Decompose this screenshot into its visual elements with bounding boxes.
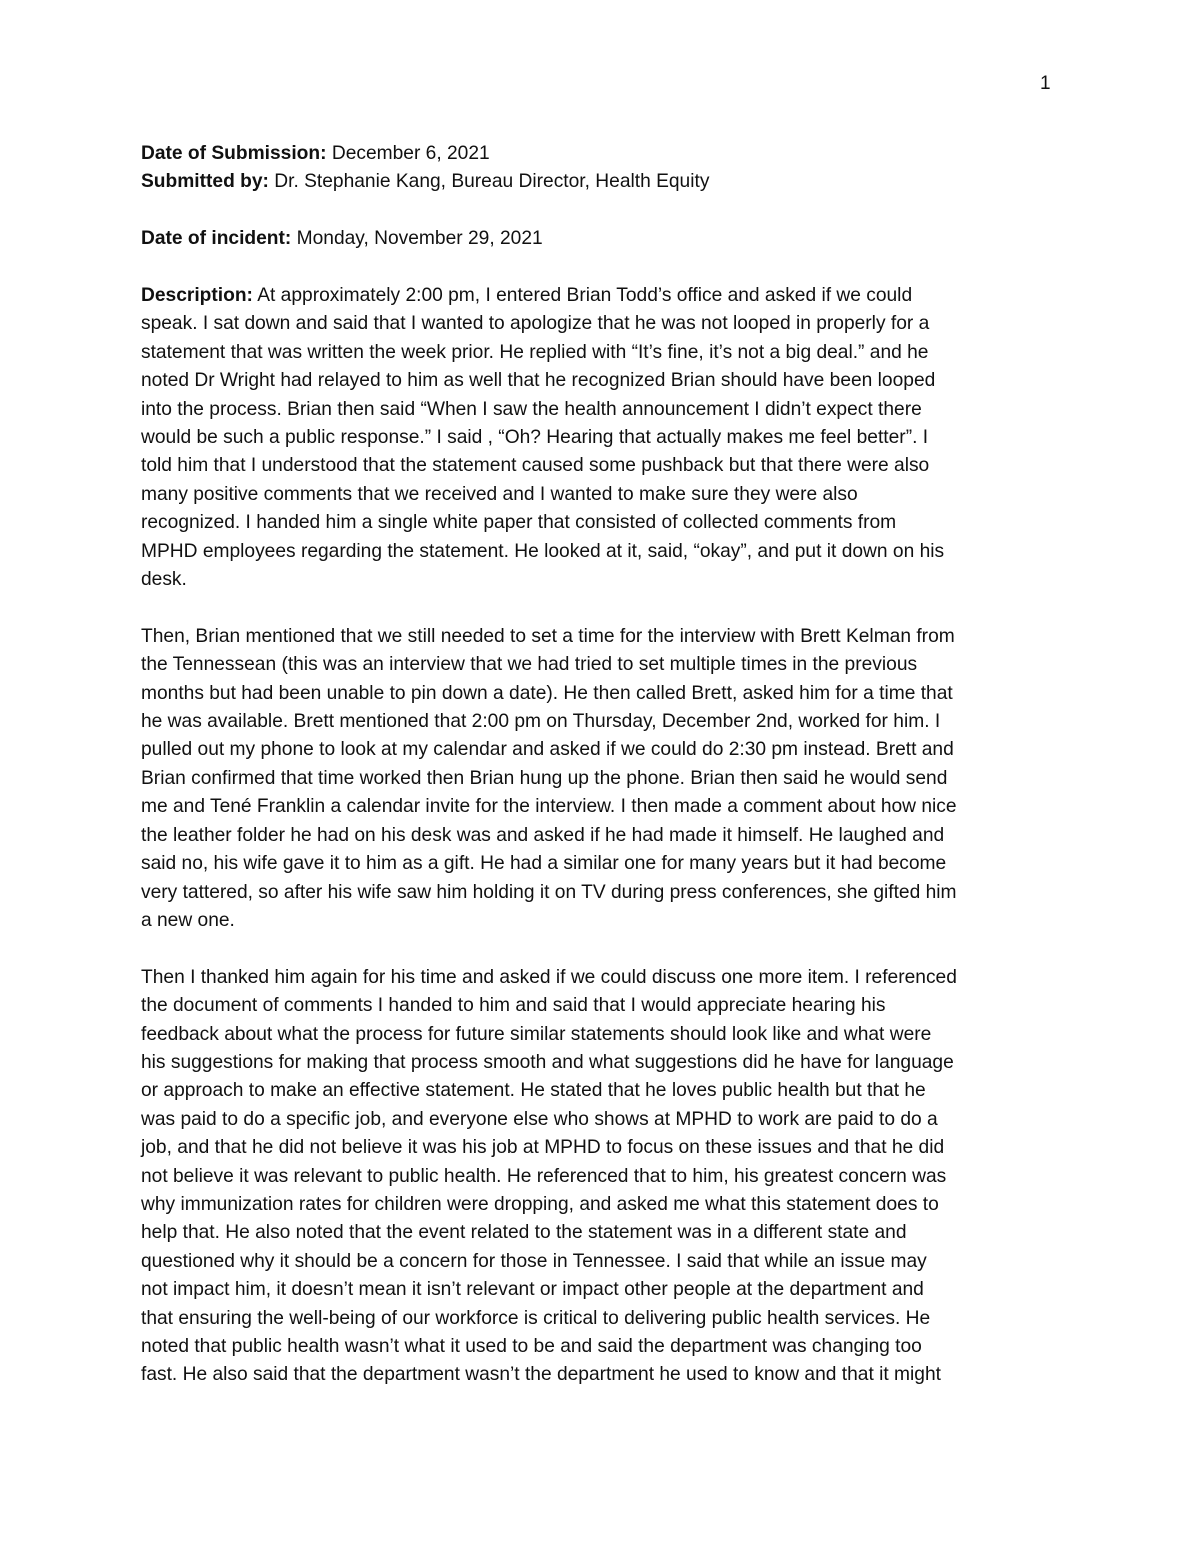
paragraph-line: not impact him, it doesn’t mean it isn’t relevant or impact other people at the department and [141,1279,924,1301]
paragraph-line: Then, Brian mentioned that we still needed to set a time for the interview with Brett Kelman from [141,625,955,647]
paragraph-line: very tattered, so after his wife saw him holding it on TV during press conferences, she gifted him [141,881,957,903]
paragraph-line: was paid to do a specific job, and everyone else who shows at MPHD to work are paid to do a [141,1108,938,1130]
paragraph-line: Brian confirmed that time worked then Brian hung up the phone. Brian then said he would send [141,767,948,789]
paragraph-line: he was available. Brett mentioned that 2:00 pm on Thursday, December 2nd, worked for him. I [141,711,941,733]
paragraph-line: speak. I sat down and said that I wanted to apologize that he was not looped in properly for a [141,313,930,335]
paragraph-line: Then I thanked him again for his time and asked if we could discuss one more item. I referenced [141,966,957,988]
paragraph-line: many positive comments that we received and I wanted to make sure they were also [141,483,858,505]
paragraph-description [141,282,1061,594]
paragraph-line: months but had been unable to pin down a date). He then called Brett, asked him for a time that [141,682,953,704]
submission-date-value: December 6, 2021 [326,143,490,164]
paragraph-line: or approach to make an effective statement. He stated that he loves public health but that he [141,1080,926,1102]
paragraph-line: would be such a public response.” I said , “Oh? Hearing that actually makes me feel better”. I [141,427,929,449]
paragraph-line: why immunization rates for children were dropping, and asked me what this statement does to [141,1193,939,1215]
submission-date-line [141,140,1061,168]
paragraph-line: the Tennessean (this was an interview that we had tried to set multiple times in the previous [141,654,918,676]
paragraph-line: told him that I understood that the statement caused some pushback but that there were also [141,455,930,477]
paragraph-line: the document of comments I handed to him and said that I would appreciate hearing his [141,995,886,1017]
paragraph-line: noted that public health wasn’t what it used to be and said the department was changing too [141,1336,922,1357]
paragraph-line: his suggestions for making that process smooth and what suggestions did he have for language [141,1051,954,1073]
paragraph-line [141,282,1061,310]
incident-date-value: Monday, November 29, 2021 [291,228,543,250]
paragraph-line: job, and that he did not believe it was his job at MPHD to focus on these issues and that he did [141,1137,945,1159]
incident-date-line [141,225,1061,253]
paragraph-line: a new one. [141,909,235,931]
paragraph-line: MPHD employees regarding the statement. He looked at it, said, “okay”, and put it down on his [141,540,945,562]
paragraph-line: into the process. Brian then said “When I saw the health announcement I didn’t expect there [141,398,922,420]
paragraph-line: fast. He also said that the department wasn’t the department he used to know and that it might [141,1364,941,1386]
paragraph-line: the leather folder he had on his desk was and asked if he had made it himself. He laughed and [141,824,945,846]
submitted-by-label: Submitted by: [141,171,269,193]
document-body [141,140,1061,1390]
description-label: Description: [141,285,253,306]
spacer [141,935,1061,963]
paragraph-line: questioned why it should be a concern for those in Tennessee. I said that while an issue may [141,1250,927,1272]
line-text: At approximately 2:00 pm, I entered Brian Todd’s office and asked if we could [252,285,913,306]
paragraph-line: pulled out my phone to look at my calendar and asked if we could do 2:30 pm instead. Brett and [141,739,954,761]
page-number: 1 [1040,73,1051,94]
spacer [141,594,1061,622]
paragraph-line: said no, his wife gave it to him as a gift. He had a similar one for many years but it had become [141,853,947,875]
paragraph-line: not believe it was relevant to public health. He referenced that to him, his greatest concern was [141,1165,947,1187]
paragraph-line: help that. He also noted that the event related to the statement was in a different state and [141,1222,907,1244]
paragraph-discussion [141,964,1061,1390]
submission-date-label: Date of Submission: [141,143,327,164]
paragraph-line: recognized. I handed him a single white paper that consisted of collected comments from [141,512,897,534]
paragraph-line: desk. [141,569,187,591]
spacer [141,254,1061,282]
paragraph-interview [141,623,1061,935]
submitted-by-line [141,168,1061,196]
paragraph-line: noted Dr Wright had relayed to him as well that he recognized Brian should have been looped [141,370,936,392]
submitted-by-value: Dr. Stephanie Kang, Bureau Director, Health Equity [268,171,710,193]
paragraph-line: me and Tené Franklin a calendar invite for the interview. I then made a comment about how nice [141,796,957,818]
paragraph-line: statement that was written the week prior. He replied with “It’s fine, it’s not a big deal.” and he [141,341,929,363]
incident-date-label: Date of incident: [141,228,292,250]
paragraph-line: feedback about what the process for future similar statements should look like and what were [141,1023,932,1045]
paragraph-line: that ensuring the well-being of our workforce is critical to delivering public health services. He [141,1307,931,1329]
spacer [141,197,1061,225]
